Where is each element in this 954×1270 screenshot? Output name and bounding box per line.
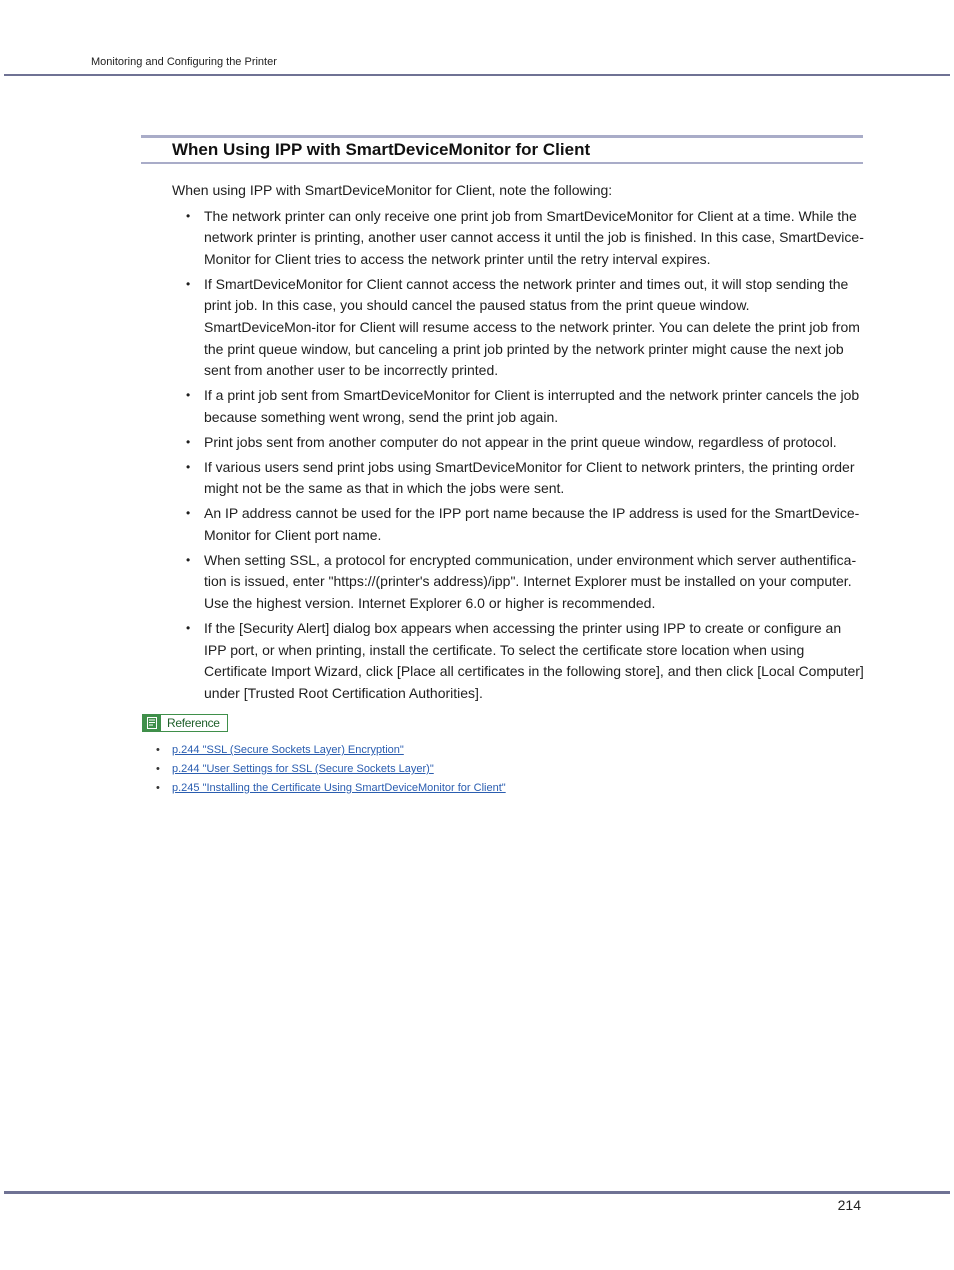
footer-rule — [4, 1191, 950, 1194]
list-item — [172, 206, 864, 271]
list-item-text: If various users send print jobs using SmartDeviceMonitor for Client to network printers, the printing order might not be the same as that in which the jobs were sent. — [204, 458, 855, 497]
bullet-icon: • — [186, 552, 191, 567]
list-item — [156, 779, 506, 798]
list-item-text: If a print job sent from SmartDeviceMonitor for Client is interrupted and the network printer cancels the job because something went wrong, send the print job again. — [204, 387, 860, 425]
bullet-icon: • — [186, 506, 191, 521]
bullet-icon: • — [186, 621, 191, 636]
list-item — [172, 432, 864, 454]
bullet-icon: • — [156, 744, 160, 756]
bullet-icon: • — [156, 782, 160, 794]
list-item — [156, 741, 506, 760]
list-item — [172, 618, 864, 704]
bullet-icon: • — [186, 459, 191, 474]
bullet-icon: • — [186, 434, 191, 449]
reference-badge — [142, 714, 228, 732]
list-item — [172, 503, 864, 546]
bullet-icon: • — [186, 276, 191, 291]
reference-link-installing-certificate[interactable]: p.245 "Installing the Certificate Using SmartDeviceMonitor for Client" — [172, 782, 506, 794]
list-item-text: If SmartDeviceMonitor for Client cannot access the network printer and times out, it will stop sending the print job. In this case, you should cancel the paused status from the print queue window. SmartDeviceMon-itor for Client will resume access to the network printer. You can delete the print job from the print queue window, but canceling a print job printed by the network printer might cause the next job sent from another user to be incorrectly printed. — [204, 275, 860, 379]
list-item-text: When setting SSL, a protocol for encrypted communication, under environment which server authentifica-tion is issued, enter "https://(printer's address)/ipp". Internet Explorer must be installed on your computer. Use the highest version. Internet Explorer 6.0 or higher is recommended. — [204, 551, 857, 612]
bullet-icon: • — [186, 208, 191, 223]
list-item-text: Print jobs sent from another computer do not appear in the print queue window, regardless of protocol. — [204, 433, 837, 450]
list-item — [156, 760, 506, 779]
bullet-icon: • — [156, 763, 160, 775]
bullet-icon: • — [186, 388, 191, 403]
list-item — [172, 550, 864, 615]
notes-list — [172, 206, 864, 705]
section-content — [172, 180, 864, 708]
reference-links — [156, 741, 506, 798]
document-icon — [143, 715, 161, 731]
list-item-text: An IP address cannot be used for the IPP port name because the IP address is used for the SmartDevice-Monitor for Client port name. — [204, 505, 860, 543]
page-number: 214 — [837, 1197, 861, 1213]
list-item-text: If the [Security Alert] dialog box appears when accessing the printer using IPP to create or configure an IPP port, or when printing, install the certificate. To select the certificate store location when using Certificate Import Wizard, click [Place all certificates in the following store], and then click [Local Computer] under [Trusted Root Certification Authorities]. — [204, 620, 864, 701]
list-item — [172, 457, 864, 500]
intro-paragraph: When using IPP with SmartDeviceMonitor for Client, note the following: — [172, 182, 613, 198]
header-rule — [4, 74, 950, 76]
list-item — [172, 274, 864, 382]
reference-link-ssl-encryption[interactable]: p.244 "SSL (Secure Sockets Layer) Encryption" — [172, 744, 404, 756]
section-title-bar — [141, 135, 863, 164]
reference-label: Reference — [167, 716, 220, 730]
reference-link-ssl-user-settings[interactable]: p.244 "User Settings for SSL (Secure Sockets Layer)" — [172, 763, 434, 775]
list-item-text: The network printer can only receive one print job from SmartDeviceMonitor for Client at a time. While the network printer is printing, another user cannot access it until the job is finished. In this case, SmartDevice-Monitor for Client tries to access the network printer until the retry interval expires. — [204, 207, 864, 267]
section-title: When Using IPP with SmartDeviceMonitor for Client — [172, 140, 591, 159]
list-item — [172, 385, 864, 428]
reference-badge-wrapper — [142, 714, 228, 732]
section-heading — [141, 135, 863, 164]
running-header: Monitoring and Configuring the Printer — [91, 56, 277, 68]
